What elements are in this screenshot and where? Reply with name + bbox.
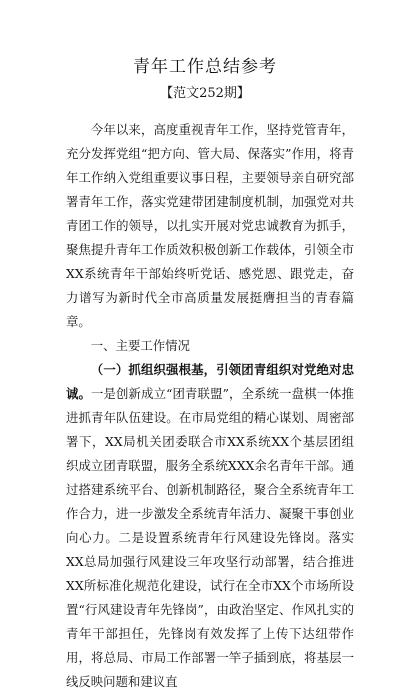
- intro-paragraph: 今年以来，高度重视青年工作，坚持党管青年，充分发挥党组“把方向、管大局、保落实”作用，将青年工作纳入党组重要议事日程，主要领导亲自研究部署青年工作，落实党建带团建制度机制，加强党对共青团工作的领导，以扎实开展对党忠诚教育为抓手，聚焦提升青年工作质效积极创新工作载体，引领全市XX系统青年干部始终听党话、感党恩、跟党走，奋力谱写为新时代全市高质量发展挺膺担当的青春篇章。: [66, 122, 354, 329]
- document-body: [66, 118, 354, 694]
- section-heading: 一、主要工作情况: [90, 338, 190, 353]
- document-title: 青年工作总结参考: [133, 57, 277, 77]
- document-subtitle: 【范文252期】: [160, 86, 250, 101]
- subsection-body: 一是创新成立“团青联盟”，全系统一盘棋一体推进抓青年队伍建设。在市局党组的精心谋划、周密部署下，XX局机关团委联合市XX系统XX个基层团组织成立团青联盟，服务全系统XXX余名青年干部。通过搭建系统平台、创新机制路径，聚合全系统青年工作合力，进一步激发全系统青年活力、凝聚干事创业向心力。二是设置系统青年行风建设先锋岗。落实XX总局加强行风建设三年攻坚行动部署，结合推进XX所标准化规范化建设，试行在全市XX个市场所设置“行风建设青年先锋岗”，由政治坚定、作风扎实的青年干部担任，先锋岗有效发挥了上传下达纽带作用，将总局、市局工作部署一竿子插到底，将基层一线反映问题和建议直: [66, 386, 355, 689]
- subsection-heading: （一）抓组织强根基，引领团青组织对党绝对忠诚。: [66, 362, 354, 401]
- subsection-paragraph: [66, 358, 354, 694]
